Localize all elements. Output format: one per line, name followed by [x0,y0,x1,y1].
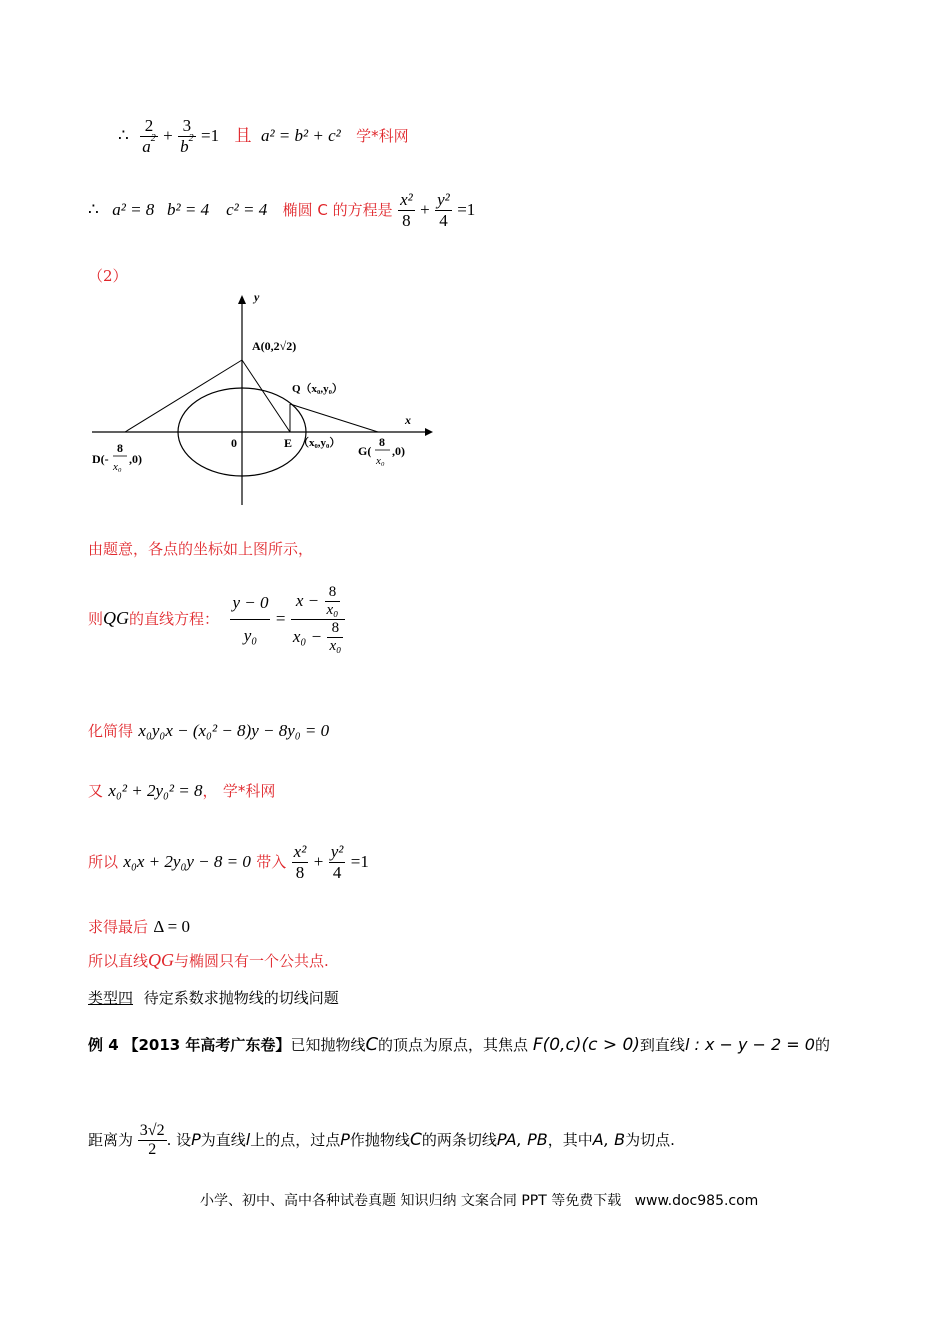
therefore-symbol: ∴ [118,126,129,146]
qg-symbol: QG [103,608,130,628]
delta-line: 求得最后 Δ = 0 [88,917,191,936]
simplify-line: 化简得 x₀y₀x − (x₀² − 8)y − 8y₀ = 0 [88,721,330,740]
rhs-fraction: x − $\frac{8}{\text{x₀}}$ x₀ − $\frac{8}{\text{x₀}}$ [291,584,345,655]
qg-symbol: QG [148,950,175,970]
label-point-G-prefix: G( [358,444,372,458]
simplified-expression: x₀y₀x − (x₀² − 8)y − 8y₀ = 0 [138,721,330,740]
example-source: 【2013 年高考广东卷】 [123,1036,291,1054]
label-point-Q: Q（x₀,y₀） [292,383,343,395]
label-y-axis: y [254,290,260,304]
substitute-line: 所以 x₀x + 2y₀y − 8 = 0 带入 $\frac{\text{x²}}{8}$ + $\frac{\text{y²}}{4}$ =1 [88,842,369,882]
watermark-text: 学*科网 [356,127,409,145]
fraction-3-over-b2: $\frac{3}{b^2}$ [180,116,194,156]
conclusion-line: 所以直线QG与椭圆只有一个公共点. [88,950,329,970]
example-4-line-2: 距离为 $\frac{3√2}{2}$ . 设P为直线l上的点，过点P作抛物线C的两条切线PA, PB，其中A, B为切点. [88,1122,675,1158]
type-4-title: 待定系数求抛物线的切线问题 [143,989,339,1007]
label-point-A: A(0,2√2) [252,339,297,353]
label-point-E-coord: （x₀,y₀） [298,437,341,449]
watermark-text: 学*科网 [222,782,276,800]
therefore-symbol: ∴ [88,200,99,220]
equation-line-2: ∴ a² = 8 b² = 4 c² = 4 椭圆 C 的方程是 $\frac{\text{x²}}{8}$ + $\frac{\text{y²}}{4}$ =1 [88,190,476,230]
ellipse-curve [178,388,306,476]
delta-expression: Δ = 0 [153,917,191,936]
lhs-fraction: $\frac{y - 0}{\text{y₀}}$ [232,593,269,645]
part-2-label: （2） [88,267,128,285]
label-point-D-suffix: ,0) [129,452,142,466]
example-4-line-1: 例 4 【2013 年高考广东卷】已知抛物线C的顶点为原点，其焦点 F(0,c)(c > 0)到直线l : x − y − 2 = 0的 [88,1034,830,1055]
label-point-G-num: 8 [379,435,385,449]
label-point-D-num: 8 [117,441,123,455]
line-DA [125,360,242,432]
x-axis-arrow [425,428,433,436]
relation-abc: a² = b² + c² [260,126,341,145]
ellipse-equation-label: 椭圆 C 的方程是 [282,201,393,219]
fraction-x2-over-8: $\frac{\text{x²}}{8}$ [400,190,413,230]
label-origin: 0 [231,436,237,450]
label-x-axis: x [405,413,411,427]
distance-fraction: $\frac{3√2}{2}$ [139,1122,165,1158]
fraction-2-over-a2: $\frac{2}{a^2}$ [142,116,156,156]
type-4-label: 类型四 [88,989,134,1007]
page-footer: 小学、初中、高中各种试卷真题 知识归纳 文案合同 PPT 等免费下载 www.doc985.com [200,1193,759,1209]
line-l-expression: l : x − y − 2 = 0 [684,1035,815,1054]
line-QG [290,404,378,432]
line-AE [242,360,290,432]
example-label: 例 4 [88,1036,119,1054]
tangent-line-expression: x₀x + 2y₀y − 8 = 0 [123,852,251,871]
also-line: 又 x₀² + 2y₀² = 8， 学*科网 [88,781,276,800]
label-point-G-den: x₀ [376,455,385,467]
y-axis-arrow [238,295,246,304]
label-point-E: E [284,436,293,450]
label-point-D-prefix: D(- [92,452,109,466]
label-point-G-suffix: ,0) [392,444,405,458]
label-point-D-den: x₀ [113,461,122,473]
coords-explanation: 由题意，各点的坐标如上图所示， [88,540,314,558]
focus-expression: F(0,c)(c > 0) [532,1035,640,1055]
ellipse-point-condition: x₀² + 2y₀² = 8 [108,781,203,800]
and-label: 且 [234,126,252,146]
type-4-heading [88,987,339,1008]
equation-line-1: ∴ $\frac{2}{a^2}$ + $\frac{3}{b^2}$ =1 且 a² = b² + c² 学*科网 [118,116,409,156]
values-abc: a² = 8 b² = 4 c² = 4 [112,200,268,219]
fraction-y2-over-4: $\frac{\text{y²}}{4}$ [437,190,450,230]
qg-equation-line: 则QG的直线方程： $\frac{y - 0}{\text{y₀}}$ = x − $\frac{8}{\text{x₀}}$ x₀ − $\frac{8}{\text{x₀}}$ [88,584,345,655]
